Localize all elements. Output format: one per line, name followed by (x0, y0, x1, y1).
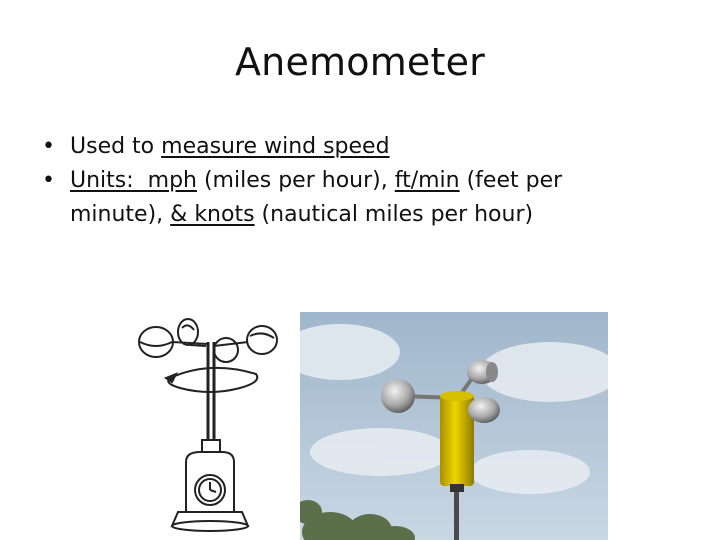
bullet-list (40, 130, 660, 232)
underlined-phrase: Units: mph (70, 168, 197, 193)
bullet-item (40, 164, 660, 232)
bullet-dot: • (42, 168, 55, 193)
bullet-item (40, 130, 660, 164)
underlined-phrase: ft/min (394, 168, 460, 193)
underlined-phrase: & knots (170, 202, 255, 227)
anemometer-illustration (130, 312, 290, 540)
slide-title: Anemometer (234, 40, 486, 84)
bullet-text: Used to (70, 134, 162, 159)
bullet-dot: • (42, 134, 55, 159)
bullet-text: (miles per hour), (196, 168, 395, 193)
anemometer-photo (300, 312, 608, 540)
underlined-phrase: measure wind speed (161, 134, 390, 159)
bullet-text: (nautical miles per hour) (254, 202, 534, 227)
bullet-text: (feet per minute), (70, 168, 563, 227)
